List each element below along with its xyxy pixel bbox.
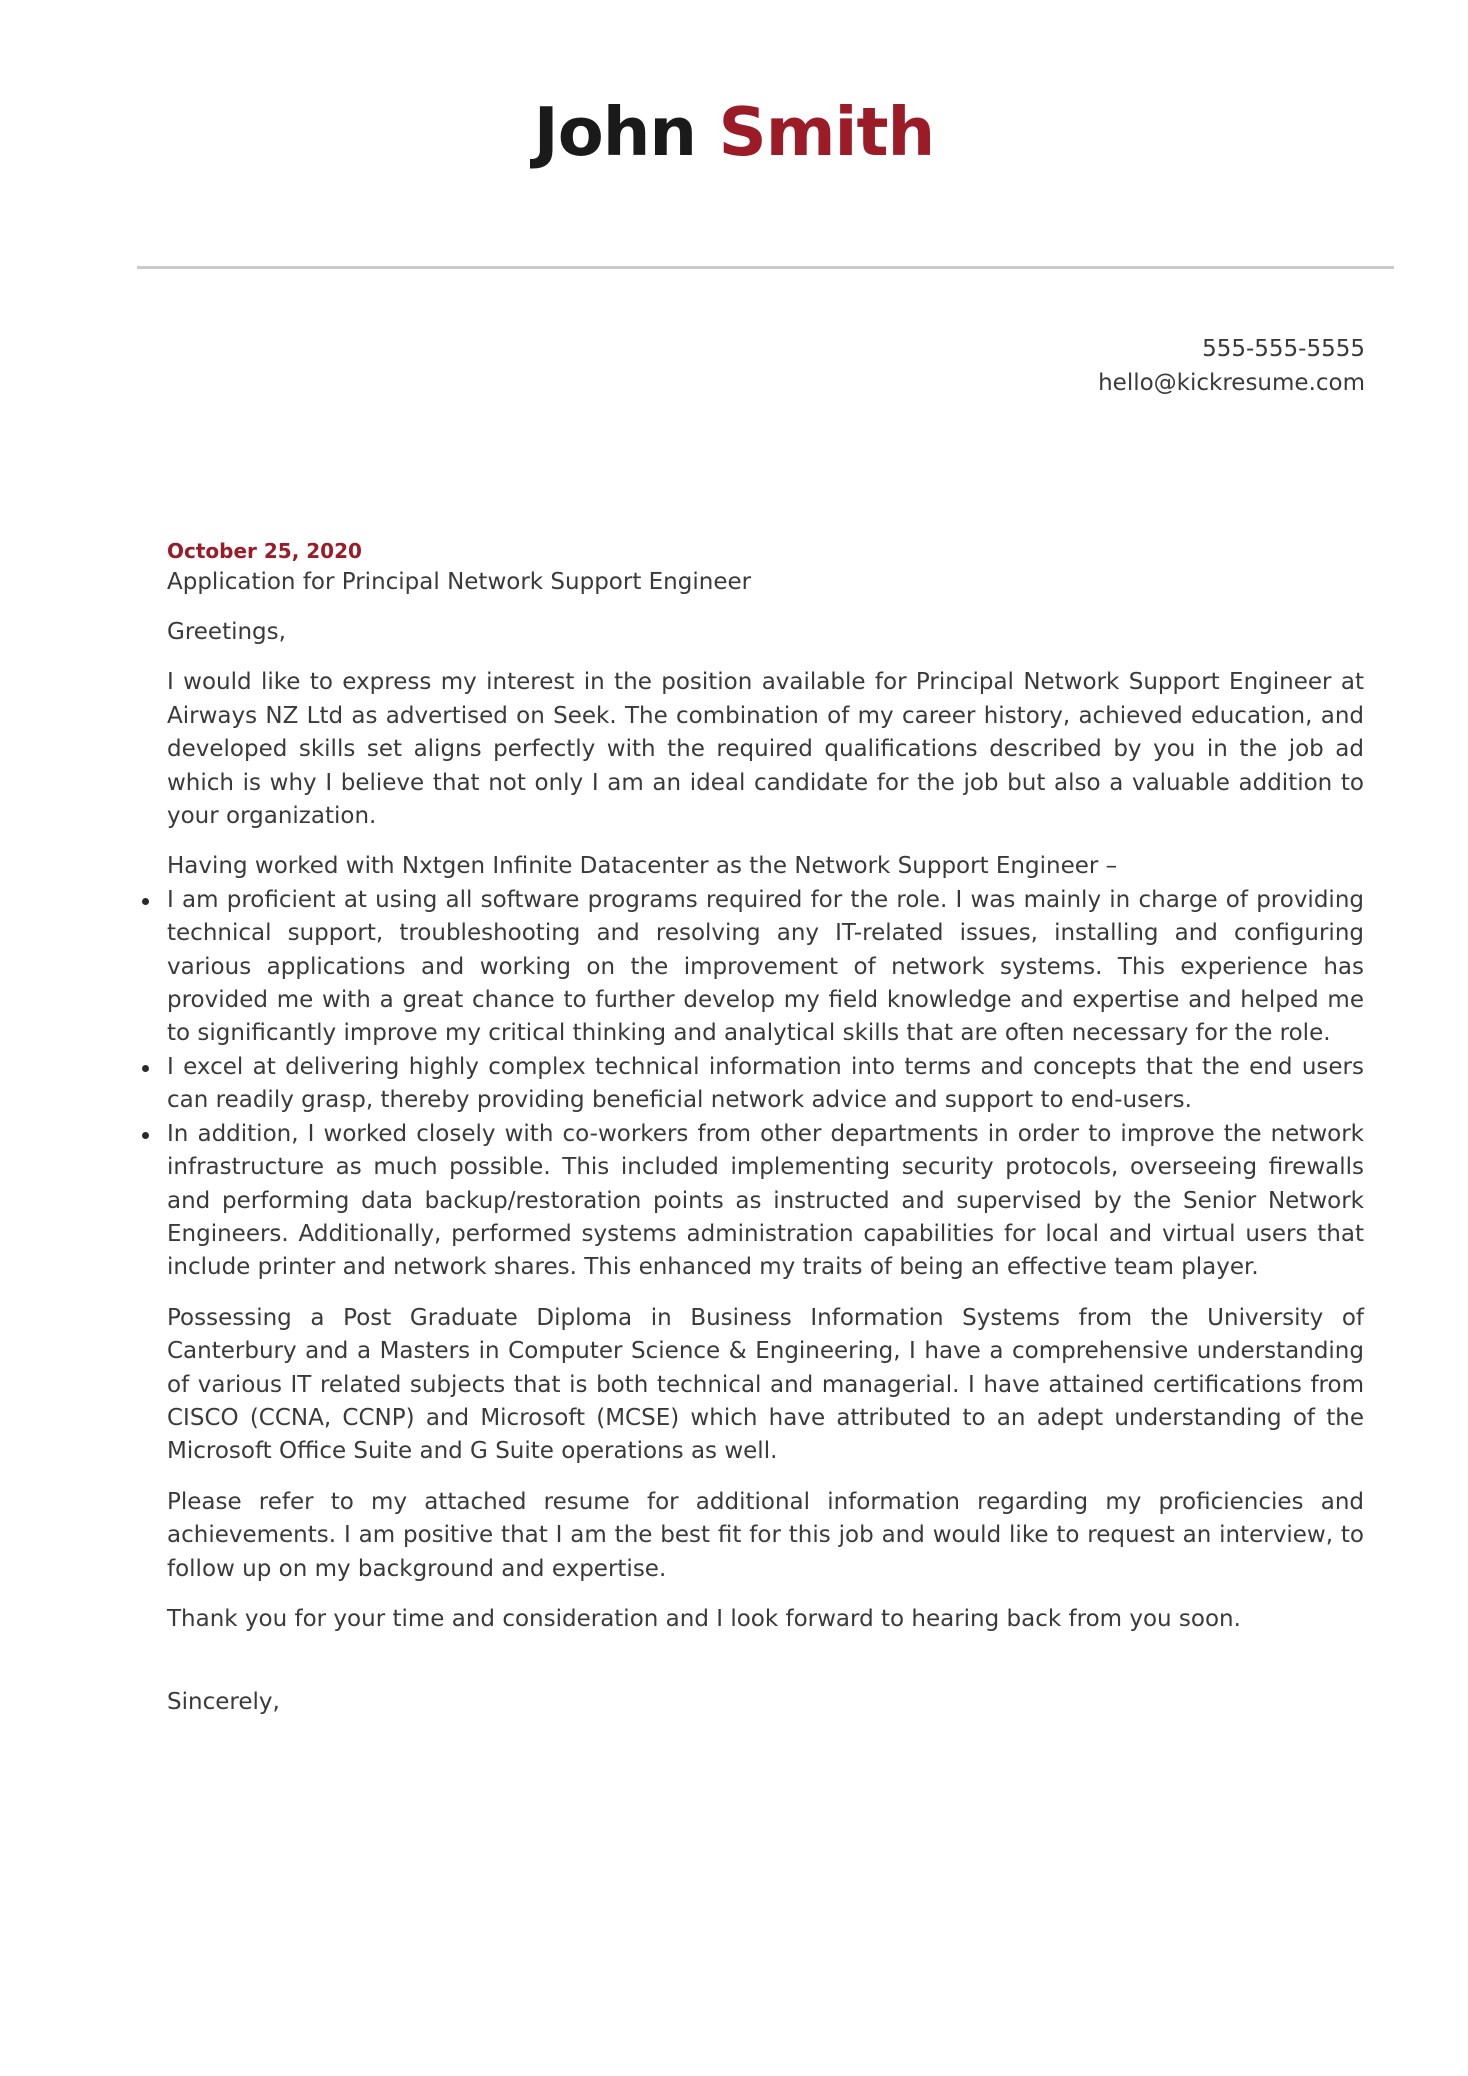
list-item xyxy=(167,1051,1364,1118)
bullet-text: I am proficient at using all software programs required for the role. I was mainly in charge of providing technical support, troubleshooting and resolving any IT-related issues, installing and configuring various applications and working on the improvement of network systems. This experience has provided me with a great chance to further develop my field knowledge and expertise and helped me to significantly improve my critical thinking and analytical skills that are often necessary for the role. xyxy=(167,886,1364,1047)
bullet-icon xyxy=(142,1132,149,1139)
contact-block xyxy=(1098,332,1365,400)
sign-off: Sincerely, xyxy=(167,1689,280,1716)
applicant-name xyxy=(0,92,1468,172)
first-name: John xyxy=(533,93,697,171)
experience-bullet-list xyxy=(167,884,1364,1285)
experience-lead: Having worked with Nxtgen Infinite Datacenter as the Network Support Engineer – xyxy=(167,853,1118,880)
bullet-icon xyxy=(142,898,149,905)
bullet-text: In addition, I worked closely with co-workers from other departments in order to improve the network infrastructure as much possible. This included implementing security protocols, overseeing firewalls and performing data backup/restoration points as instructed and supervised by the Senior Network Engineers. Additionally, performed systems administration capabilities for local and virtual users that include printer and network shares. This enhanced my traits of being an effective team player. xyxy=(167,1120,1364,1281)
education-paragraph: Possessing a Post Graduate Diploma in Business Information Systems from the University of Canterbury and a Masters in Computer Science & Engineering, I have a comprehensive understanding of various IT related subjects that is both technical and managerial. I have attained certifications from CISCO (CCNA, CCNP) and Microsoft (MCSE) which have attributed to an adept understanding of the Microsoft Office Suite and G Suite operations as well. xyxy=(167,1304,1364,1465)
header-divider xyxy=(137,266,1394,269)
letter-subject: Application for Principal Network Support Engineer xyxy=(167,569,752,595)
thanks-paragraph: Thank you for your time and consideration and I look forward to hearing back from you soon. xyxy=(167,1605,1241,1632)
letter-body xyxy=(167,536,1364,1720)
bullet-icon xyxy=(142,1065,149,1072)
email-address: hello@kickresume.com xyxy=(1098,370,1365,396)
letter-date: October 25, 2020 xyxy=(167,539,362,563)
list-item xyxy=(167,884,1364,1051)
bullet-text: I excel at delivering highly complex technical information into terms and concepts that the end users can readily grasp, thereby providing beneficial network advice and support to end-users. xyxy=(167,1053,1364,1114)
greeting: Greetings, xyxy=(167,619,286,645)
intro-paragraph: I would like to express my interest in the position available for Principal Network Support Engineer at Airways NZ Ltd as advertised on Seek. The combination of my career history, achieved education, and developed skills set aligns perfectly with the required qualifications described by you in the job ad which is why I believe that not only I am an ideal candidate for the job but also a valuable addition to your organization. xyxy=(167,669,1364,830)
closing-request-paragraph: Please refer to my attached resume for additional information regarding my proficiencies and achievements. I am positive that I am the best fit for this job and would like to request an interview, to follow up on my background and expertise. xyxy=(167,1488,1364,1582)
list-item xyxy=(167,1118,1364,1285)
phone-number: 555-555-5555 xyxy=(1202,336,1365,362)
last-name: Smith xyxy=(718,93,935,171)
